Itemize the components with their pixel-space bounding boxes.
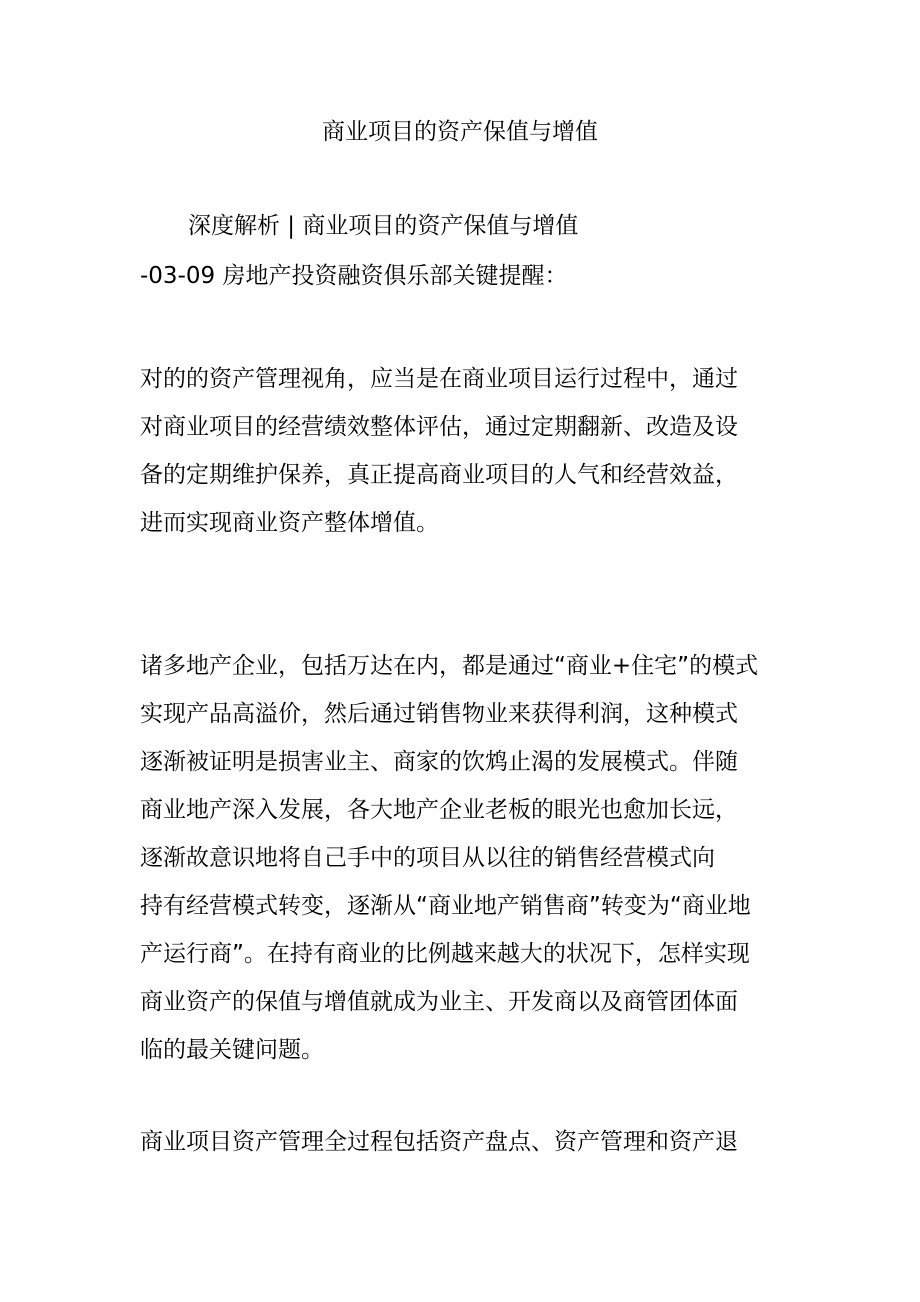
paragraph-line: 进而实现商业资产整体增值。 xyxy=(140,510,439,536)
paragraph-line: 商业资产的保值与增值就成为业主、开发商以及商管团体面 xyxy=(140,989,738,1015)
paragraph-line: 备的定期维护保养，真正提高商业项目的人气和经营效益， xyxy=(140,462,738,488)
document-title: 商业项目的资产保值与增值 xyxy=(322,119,598,145)
paragraph-1 xyxy=(140,355,800,547)
paragraph-line: 对商业项目的经营绩效整体评估，通过定期翻新、改造及设 xyxy=(140,414,738,440)
paragraph-line: 商业项目资产管理全过程包括资产盘点、资产管理和资产退 xyxy=(140,1129,738,1155)
paragraph-3 xyxy=(140,1118,800,1166)
document-dateline: -03-09 房地产投资融资俱乐部关键提醒： xyxy=(140,263,568,289)
paragraph-line: 产运行商”。在持有商业的比例越来越大的状况下，怎样实现 xyxy=(140,941,750,967)
paragraph-line: 对的的资产管理视角，应当是在商业项目运行过程中，通过 xyxy=(140,366,738,392)
paragraph-line: 逐渐被证明是损害业主、商家的饮鸩止渴的发展模式。伴随 xyxy=(140,749,738,775)
paragraph-line: 实现产品高溢价，然后通过销售物业来获得利润，这种模式 xyxy=(140,701,738,727)
paragraph-line: 逐渐故意识地将自己手中的项目从以往的销售经营模式向 xyxy=(140,845,715,871)
document-subtitle: 深度解析 | 商业项目的资产保值与增值 xyxy=(188,213,579,239)
paragraph-line: 商业地产深入发展，各大地产企业老板的眼光也愈加长远， xyxy=(140,797,738,823)
paragraph-line: 持有经营模式转变，逐渐从“商业地产销售商”转变为“商业地 xyxy=(140,893,751,919)
paragraph-line: 诸多地产企业，包括万达在内，都是通过“商业+住宅”的模式 xyxy=(140,653,759,679)
paragraph-line: 临的最关键问题。 xyxy=(140,1037,324,1063)
paragraph-2 xyxy=(140,642,800,1074)
